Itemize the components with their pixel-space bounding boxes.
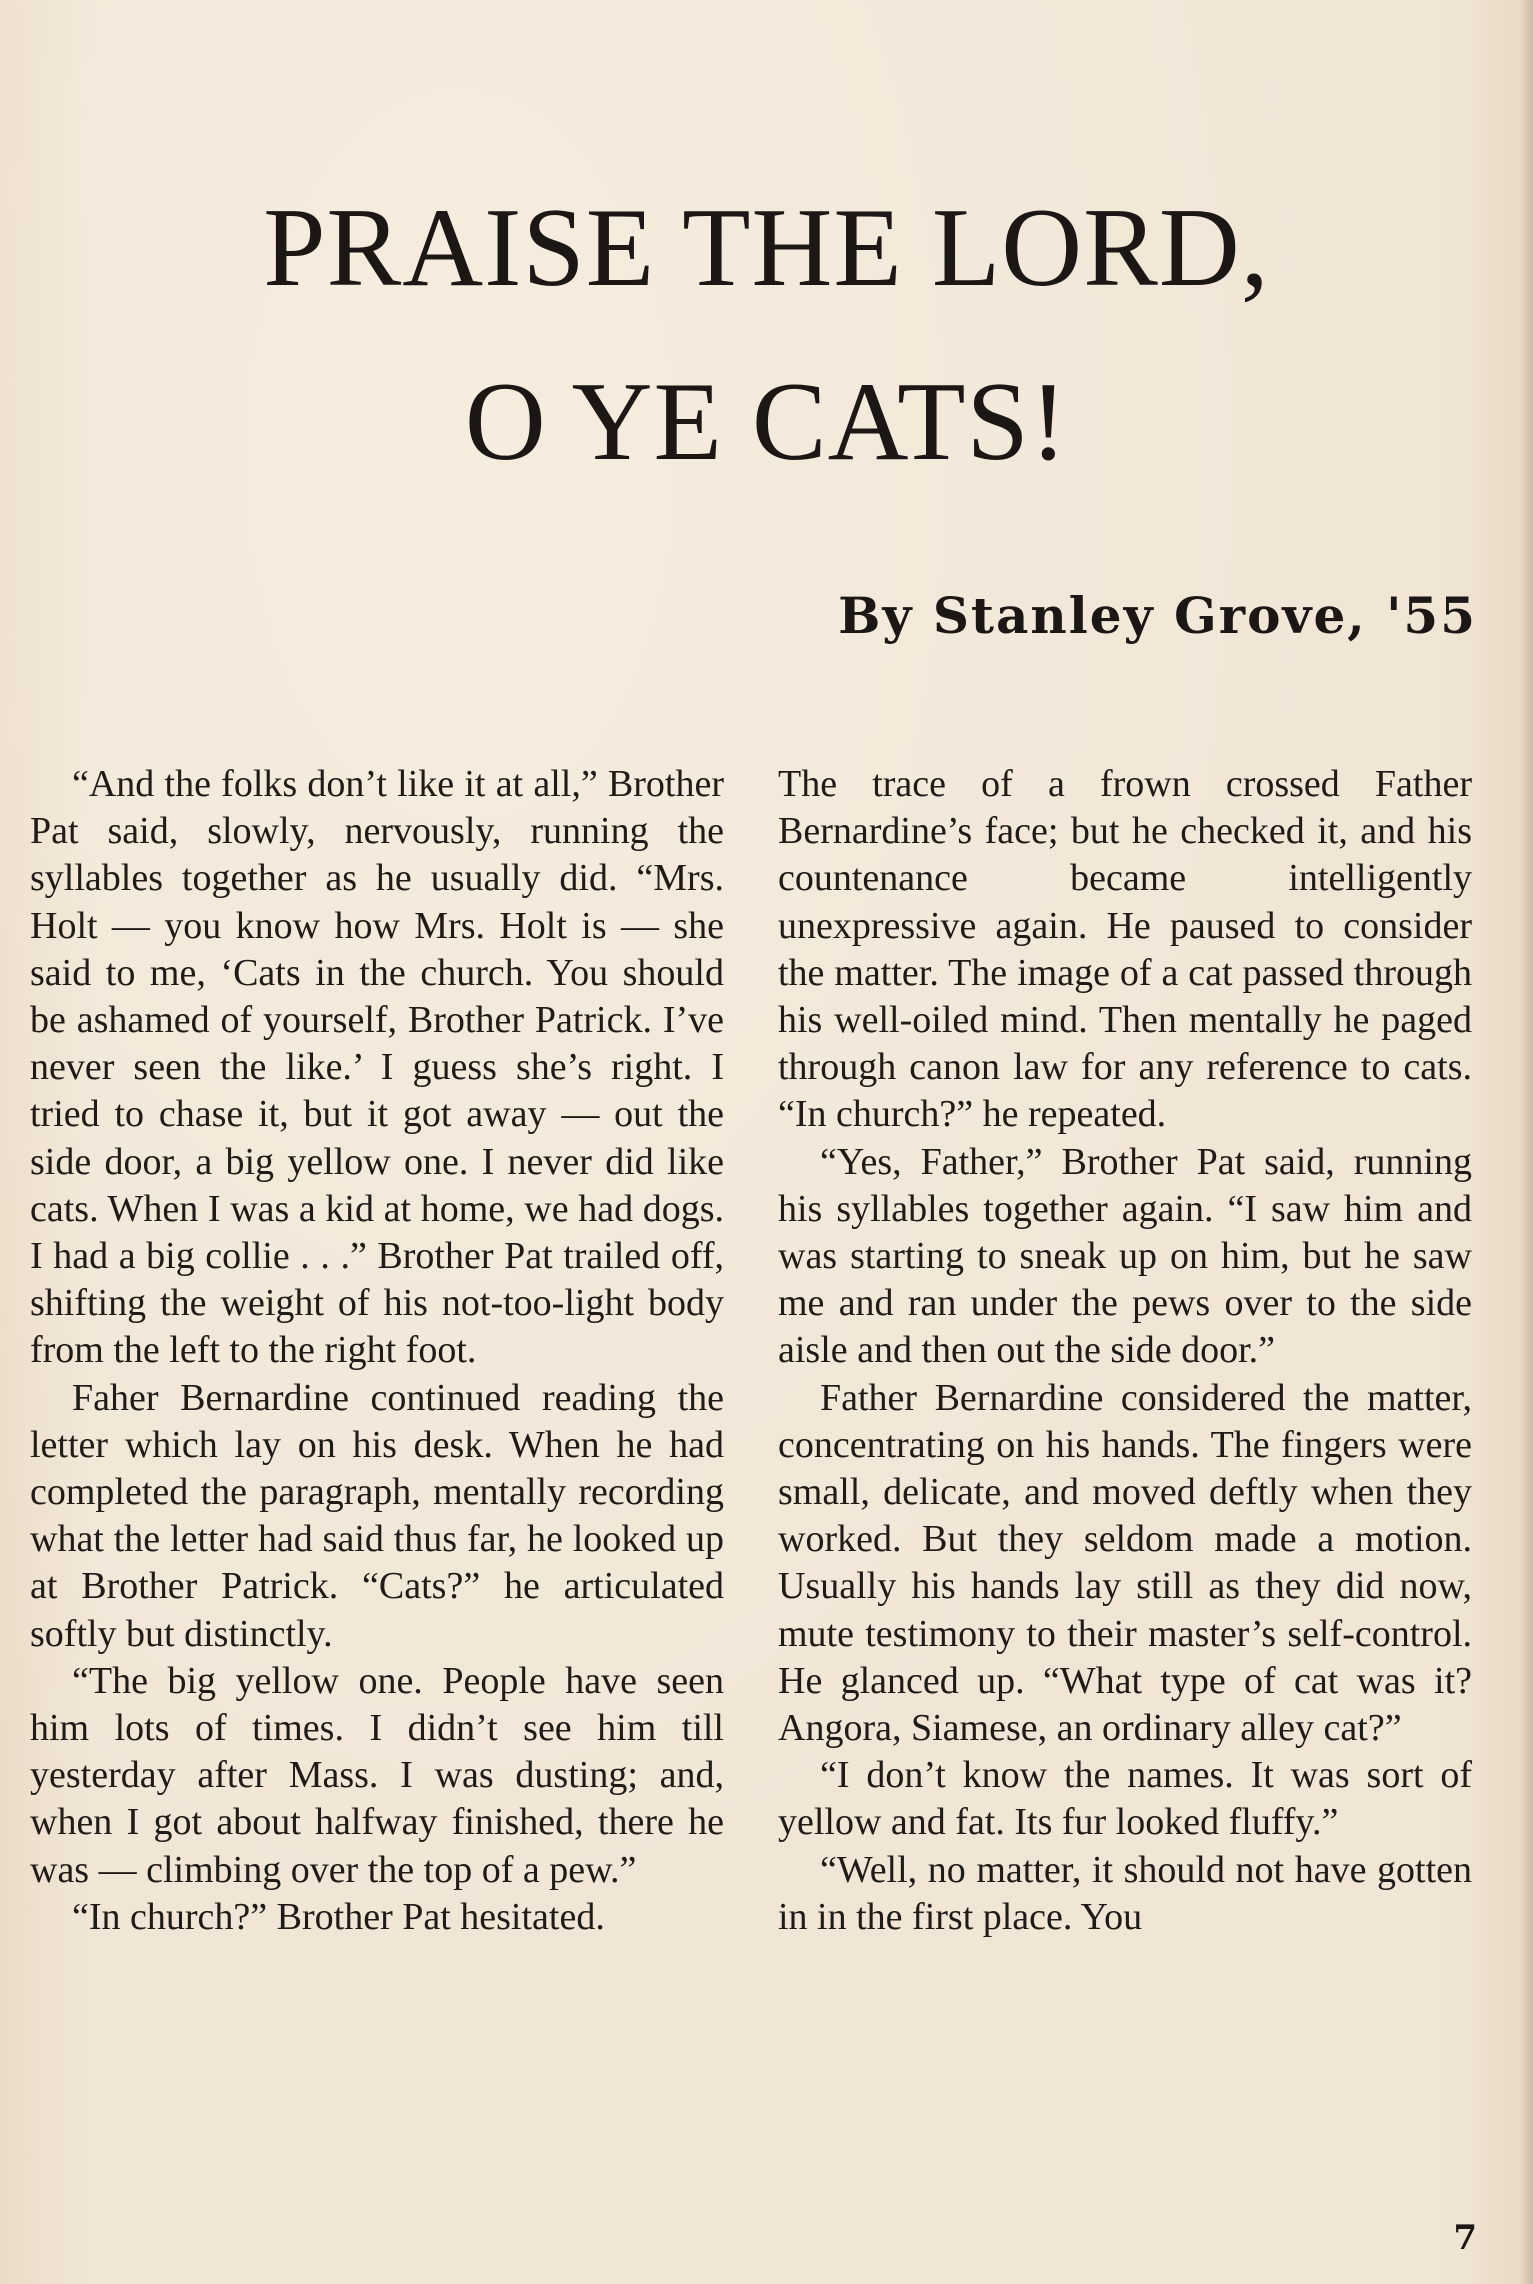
left-text-column [30, 761, 724, 1941]
paragraph: “In church?” Brother Pat hesitated. [72, 1895, 605, 1938]
page-number: 7 [1453, 2218, 1477, 2258]
paragraph: “Yes, Father,” Brother Pat said, running his syllables together again. “I saw him and was starting to sneak up on him, but he saw me and ran under the pews over to the side aisle and then out the side door.” [778, 1140, 1472, 1372]
story-title-line-1: PRAISE THE LORD, [263, 186, 1270, 310]
paragraph: “I don’t know the names. It was sort of yellow and fat. Its fur looked fluffy.” [778, 1754, 1472, 1844]
page-edge-shadow [1519, 0, 1533, 2284]
author-byline: By Stanley Grove, '55 [838, 586, 1477, 645]
paragraph: “The big yellow one. People have seen him lots of times. I didn’t see him till yesterday after Mass. I was dusting; and, when I got about halfway finished, there he was — climbing over the top of a pew.” [30, 1659, 724, 1891]
paragraph: “And the folks don’t like it at all,” Brother Pat said, slowly, nervously, running the syllables together as he usually did. “Mrs. Holt — you know how Mrs. Holt is — she said to me, ‘Cats in the church. You should be ashamed of yourself, Brother Patrick. I’ve never seen the like.’ I guess she’s right. I tried to chase it, but it got away — out the side door, a big yellow one. I never did like cats. When I was a kid at home, we had dogs. I had a big collie . . .” Brother Pat trailed off, shifting the weight of his not-too-light body from the left to the right foot. [30, 763, 724, 1372]
story-title-line-2: O YE CATS! [464, 360, 1069, 484]
paragraph: Faher Bernardine continued reading the letter which lay on his desk. When he had completed the paragraph, mentally recording what the letter had said thus far, he looked up at Brother Patrick. “Cats?” he articulated softly but distinctly. [30, 1376, 724, 1655]
right-text-column [778, 761, 1472, 1941]
paragraph: Father Bernardine considered the matter, concentrating on his hands. The fingers were small, delicate, and moved deftly when they worked. But they seldom made a motion. Usually his hands lay still as they did now, mute testimony to their master’s self-control. He glanced up. “What type of cat was it? Angora, Siamese, an ordinary alley cat?” [778, 1376, 1472, 1750]
paragraph: “Well, no matter, it should not have gotten in in the first place. You [778, 1848, 1472, 1938]
paragraph: The trace of a frown crossed Father Bernardine’s face; but he checked it, and his countenance became intelligently unexpressive again. He paused to consider the matter. The image of a cat passed through his well-oiled mind. Then mentally he paged through canon law for any reference to cats. “In church?” he repeated. [778, 763, 1472, 1136]
